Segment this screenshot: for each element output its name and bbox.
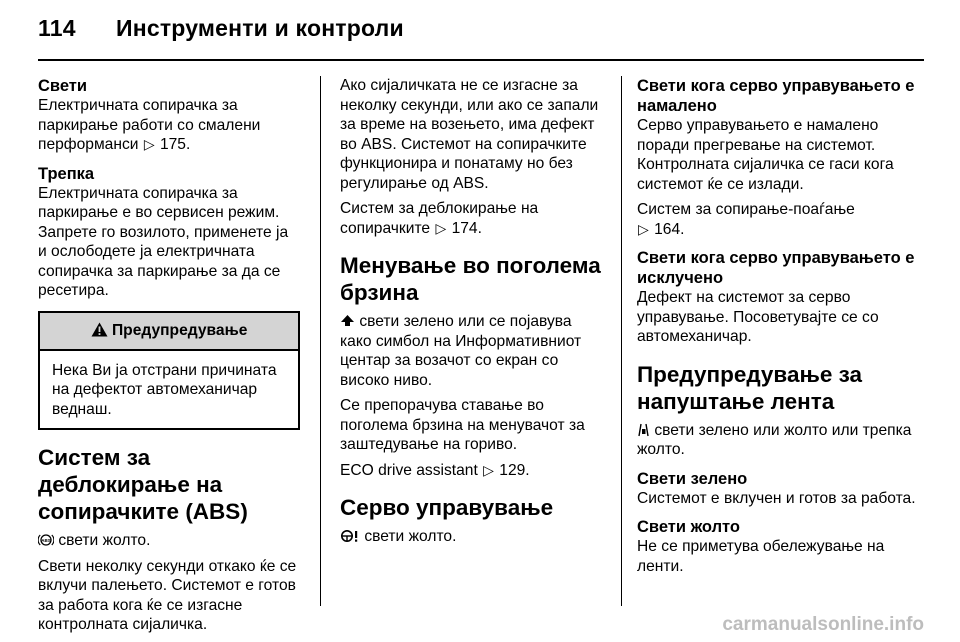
paragraph-steering-icon: свети жолто. <box>340 527 605 547</box>
section-title-flashing: Трепка <box>38 164 95 183</box>
lane-departure-icon <box>637 422 654 439</box>
reference-arrow-icon: ▷ <box>638 220 649 237</box>
column-3 <box>637 76 927 576</box>
section-title-steering-off: Свети кога серво управувањето е исклучено <box>637 249 915 287</box>
paragraph-upshift-icon: свети зелено или се појавува како симбол на Информативниот центар за возачот со екран со високо ниво. <box>340 313 582 389</box>
warning-box <box>38 311 300 431</box>
paragraph-lit: Електричната сопирачка за паркирање работи со смалени перформанси ▷ 175. <box>38 97 261 153</box>
column-1 <box>38 76 300 635</box>
paragraph-lit-yellow: Не се приметува обележување на ленти. <box>637 538 885 575</box>
paragraph-steering-reduced: Серво управувањето е намалено поради прегревање на системот. Контролната сијаличка се гаси кога системот ќе се излади. <box>637 117 894 193</box>
page-reference: 175. <box>159 136 191 153</box>
warning-text: Нека Ви ја отстрани причината на дефектот автомеханичар веднаш. <box>52 361 277 418</box>
paragraph-stop-start: Систем за сопирање-поаѓање ▷ 164. <box>637 201 855 238</box>
section-title-lit: Свети <box>38 77 88 95</box>
reference-arrow-icon: ▷ <box>143 136 155 152</box>
column-divider-2 <box>621 76 622 606</box>
abs-warning-icon <box>38 532 58 549</box>
page-reference: 129. <box>499 461 530 479</box>
paragraph-lit-green: Системот е вклучен и готов за работа. <box>637 489 916 507</box>
power-steering-icon <box>340 528 364 545</box>
section-title-lit-green: Свети зелено <box>637 469 748 488</box>
page-header <box>38 15 404 42</box>
paragraph-upshift-tip: Се препорачува ставање во поголема брзина на менувачот за заштедување на гориво. <box>340 397 585 453</box>
section-title-steering: Серво управување <box>340 495 554 520</box>
paragraph-eco: ECO drive assistant ▷ 129. <box>340 461 530 479</box>
page-reference: 174. <box>451 219 482 237</box>
section-title-abs: Систем за деблокирање на сопирачките (ABS) <box>38 445 248 524</box>
warning-header <box>40 313 298 351</box>
column-2 <box>340 76 605 547</box>
paragraph-abs-fault: Ако сијаличката не се изгасне за неколку секунди, или ако се запали за време на возењето, има дефект во ABS. Системот на сопирачките функционира и понатаму но без регулирање од ABS. <box>340 77 599 192</box>
reference-arrow-icon: ▷ <box>435 219 447 236</box>
paragraph-abs-icon: ABS свети жолто. <box>38 531 300 551</box>
page-title: Инструменти и контроли <box>116 15 404 41</box>
paragraph-abs-ref: Систем за деблокирање на сопирачките ▷ 174. <box>340 200 539 237</box>
header-rule <box>38 59 924 61</box>
section-title-lane-departure: Предупредување за напуштање лента <box>637 361 863 414</box>
paragraph-steering-off: Дефект на системот за серво управување. Посоветувајте се со автомеханичар. <box>637 289 879 345</box>
reference-arrow-icon: ▷ <box>483 461 494 478</box>
page-number: 114 <box>38 15 76 41</box>
paragraph-abs: Свети неколку секунди откако ќе се вклучи палењето. Системот е готов за работа кога ќе се изгасне контролната сијаличка. <box>38 557 297 633</box>
upshift-arrow-icon <box>340 313 359 330</box>
paragraph-flashing: Електричната сопирачка за паркирање е во сервисен режим. Запрете го возилото, применете ја и ослободете ја електричната сопирачка за паркирање за да се ресетира. <box>38 184 289 299</box>
warning-triangle-icon <box>91 322 112 339</box>
page-reference: 164. <box>654 220 685 238</box>
warning-title: Предупредување <box>111 321 248 339</box>
svg-text:ABS: ABS <box>41 538 51 543</box>
column-divider-1 <box>320 76 321 606</box>
section-title-lit-yellow: Свети жолто <box>637 518 740 536</box>
section-title-upshift: Менување во поголема брзина <box>340 253 601 305</box>
watermark: carmanualsonline.info <box>722 614 924 635</box>
paragraph-lane-icon: свети зелено или жолто или трепка жолто. <box>637 421 912 458</box>
section-title-steering-reduced: Свети кога серво управувањето е намалено <box>637 77 915 115</box>
